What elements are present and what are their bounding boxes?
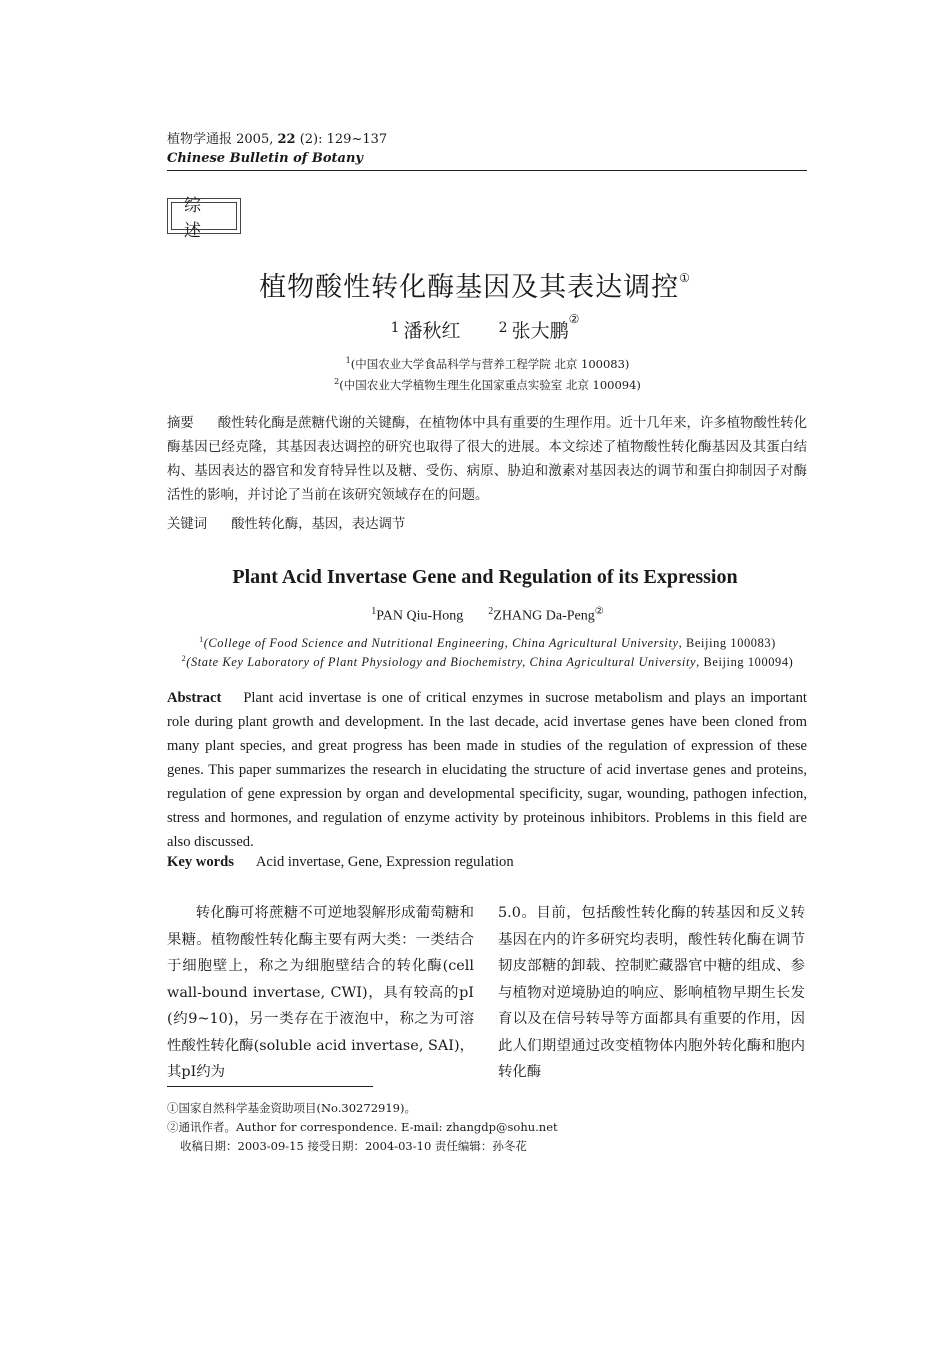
author-2-name-cn: 张大鹏 bbox=[511, 320, 569, 342]
affiliation-cn-1-number: 1 bbox=[345, 356, 351, 366]
author-2-number: 2 bbox=[498, 320, 508, 336]
title-cn-text: 植物酸性转化酶基因及其表达调控 bbox=[259, 272, 680, 303]
footnotes bbox=[167, 1099, 558, 1156]
footnote-rule bbox=[167, 1086, 373, 1087]
keywords-cn-label: 关键词 bbox=[167, 517, 208, 532]
author-2-en-number: 2 bbox=[488, 606, 494, 617]
affiliation-en-1-italic: (College of Food Science and Nutritional Engineering, China Agricultural University bbox=[203, 636, 679, 651]
title-footnote-mark: ① bbox=[679, 271, 691, 285]
affiliation-en-2-number: 2 bbox=[181, 654, 187, 663]
author-2-en-mark: ② bbox=[594, 606, 604, 617]
body-right-column: 5.0。目前，包括酸性转化酶的转基因和反义转基因在内的许多研究均表明，酸性转化酶在调节韧皮部糖的卸载、控制贮藏器官中糖的组成、参与植物对逆境胁迫的响应、影响植物早期生长发育以及在信号转导等方面都具有重要的作用，因此人们期望通过改变植物体内胞外转化酶和胞内转化酶 bbox=[498, 905, 805, 1080]
affiliation-cn-2-text: (中国农业大学植物生理生化国家重点实验室 北京 100094) bbox=[339, 378, 641, 392]
header-rule bbox=[167, 170, 807, 171]
keywords-en bbox=[167, 854, 514, 871]
footnote-funding: ①国家自然科学基金资助项目(No.30272919)。 bbox=[167, 1101, 416, 1115]
journal-volume: 22 bbox=[277, 132, 296, 147]
abstract-en-label: Abstract bbox=[167, 690, 222, 706]
journal-pages: (2): 129~137 bbox=[295, 132, 388, 147]
affiliation-cn-1 bbox=[0, 356, 950, 372]
keywords-cn-text: 酸性转化酶，基因，表达调节 bbox=[231, 517, 406, 532]
author-2-name-en: ZHANG Da-Peng bbox=[493, 608, 595, 624]
affiliation-cn-2 bbox=[0, 377, 950, 393]
affiliation-cn-2-number: 2 bbox=[334, 377, 340, 387]
section-label-box bbox=[167, 196, 241, 241]
journal-name-cn: 植物学通报 2005, bbox=[167, 132, 278, 147]
author-1-en-number: 1 bbox=[371, 606, 377, 617]
abstract-cn bbox=[167, 412, 807, 508]
author-2-mark: ② bbox=[568, 312, 580, 326]
section-label: 综述 bbox=[171, 202, 237, 230]
footnote-dates: 收稿日期：2003-09-15 接受日期：2004-03-10 责任编辑：孙冬花 bbox=[180, 1139, 527, 1153]
journal-name-en: Chinese Bulletin of Botany bbox=[167, 151, 363, 166]
authors-en bbox=[0, 606, 950, 625]
footnote-correspondence: ②通讯作者。Author for correspondence. E-mail: zhangdp@sohu.net bbox=[167, 1120, 558, 1134]
abstract-cn-text: 酸性转化酶是蔗糖代谢的关键酶，在植物体中具有重要的生理作用。近十几年来，许多植物酸性转化酶基因已经克隆，其基因表达调控的研究也取得了很大的进展。本文综述了植物酸性转化酶基因及其蛋白结构、基因表达的器官和发育特异性以及糖、受伤、病原、胁迫和激素对基因表达的调节和蛋白抑制因子对酶活性的影响，并讨论了当前在该研究领域存在的问题。 bbox=[167, 416, 808, 503]
affiliation-en-1-number: 1 bbox=[199, 635, 204, 644]
affiliation-cn-1-text: (中国农业大学食品科学与营养工程学院 北京 100083) bbox=[350, 357, 630, 371]
affiliation-en-2 bbox=[0, 654, 950, 670]
body-left-column: 转化酶可将蔗糖不可逆地裂解形成葡萄糖和果糖。植物酸性转化酶主要有两大类：一类结合于细胞壁上，称之为细胞壁结合的转化酶(cell wall-bound invertase, CWI)，具有较高的pI (约9~10)，另一类存在于液泡中，称之为可溶性酸性转化酶(soluble acid invertase, SAI)，其pI约为 bbox=[167, 905, 474, 1080]
keywords-cn bbox=[167, 513, 405, 532]
keywords-en-text: Acid invertase, Gene, Expression regulation bbox=[255, 854, 514, 870]
author-1-name-en: PAN Qiu-Hong bbox=[376, 608, 464, 624]
keywords-en-label: Key words bbox=[167, 854, 234, 870]
title-en: Plant Acid Invertase Gene and Regulation of its Expression bbox=[232, 566, 738, 588]
affiliation-en-1-plain: , Beijing 100083) bbox=[678, 636, 776, 651]
title-cn bbox=[0, 265, 950, 304]
authors-cn bbox=[0, 312, 950, 343]
abstract-en bbox=[167, 686, 807, 854]
author-1-name-cn: 潘秋红 bbox=[403, 320, 461, 342]
abstract-cn-label: 摘要 bbox=[167, 416, 194, 431]
author-1-number: 1 bbox=[390, 320, 400, 336]
affiliation-en-2-italic: (State Key Laboratory of Plant Physiology and Biochemistry, China Agricultural University bbox=[186, 655, 697, 670]
journal-citation bbox=[167, 128, 387, 147]
abstract-en-text: Plant acid invertase is one of critical enzymes in sucrose metabolism and plays an important role during plant growth and development. In the last decade, acid invertase genes have been cloned from many plant species, and great progress has been made in studies of the regulation of expression of these genes. This paper summarizes the research in elucidating the structure of acid invertase genes and proteins, regulation of gene expression by organ and developmental specificity, sugar, wounding, pathogen infection, stress and hormones, and regulation of enzyme activity by proteinous inhibitors. Problems in this field are also discussed. bbox=[167, 690, 807, 850]
affiliation-en-2-plain: , Beijing 100094) bbox=[696, 655, 794, 670]
affiliation-en-1 bbox=[0, 635, 950, 651]
